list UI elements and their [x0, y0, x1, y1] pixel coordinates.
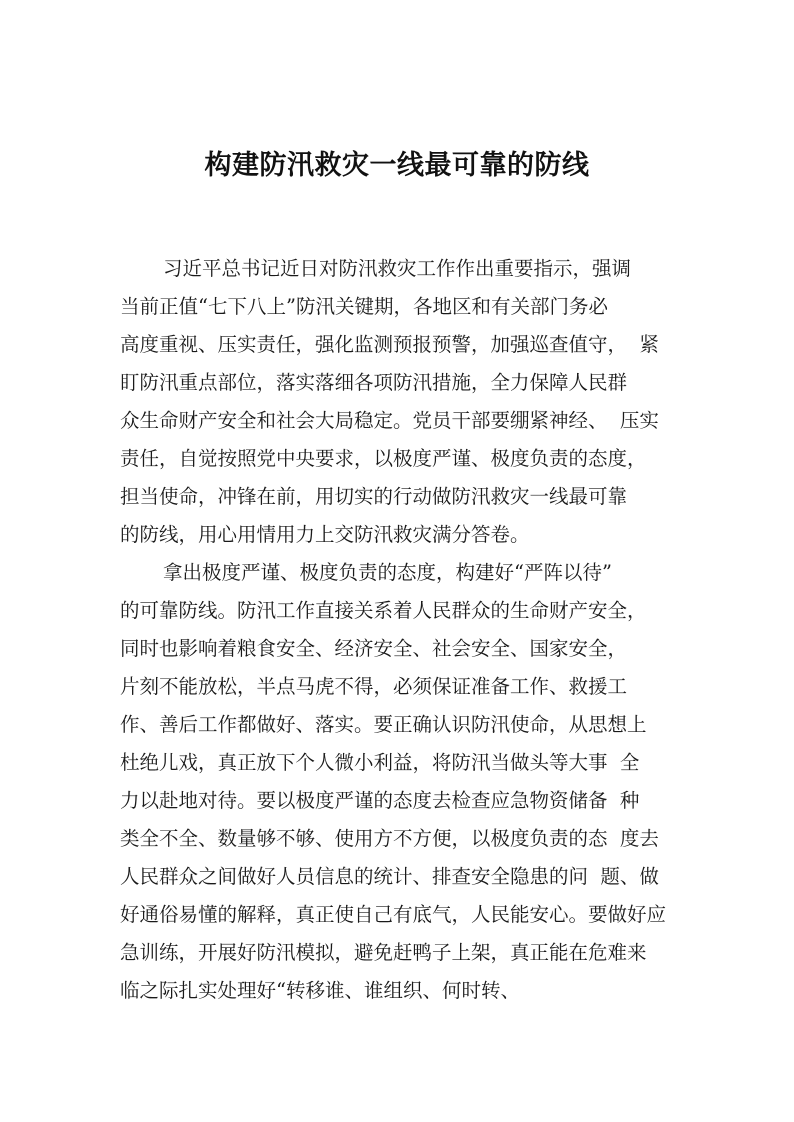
paragraph-2-line-10: 好通俗易懂的解释，真正使自己有底气，人民能安心。要做好应: [120, 903, 667, 926]
paragraph-2-line-2: 的可靠防线。防汛工作直接关系着人民群众的生命财产安全，: [120, 599, 647, 622]
paragraph-1-line-8: 的防线，用心用情用力上交防汛救灾满分答卷。: [120, 523, 530, 546]
paragraph-1-line-4: 盯防汛重点部位，落实落细各项防汛措施，全力保障人民群: [120, 371, 628, 394]
paragraph-2-line-5: 作、善后工作都做好、落实。要正确认识防汛使命，从思想上: [120, 713, 647, 736]
paragraph-1-line-6: 责任，自觉按照党中央要求，以极度严谨、极度负责的态度，: [120, 447, 647, 470]
paragraph-2-line-8: 类全不全、数量够不够、使用方不方便，以极度负责的态 度去: [120, 827, 659, 850]
paragraph-2-line-6: 杜绝儿戏，真正放下个人微小利益，将防汛当做头等大事 全: [120, 751, 640, 774]
paragraph-2-line-7: 力以赴地对待。要以极度严谨的态度去检查应急物资储备 种: [120, 789, 640, 812]
paragraph-1-line-1: 习近平总书记近日对防汛救灾工作作出重要指示，强调: [163, 257, 632, 280]
paragraph-1-line-5: 众生命财产安全和社会大局稳定。党员干部要绷紧神经、 压实: [120, 409, 659, 432]
paragraph-2-line-1: 拿出极度严谨、极度负责的态度，构建好“严阵以待”: [163, 561, 612, 584]
paragraph-2-line-3: 同时也影响着粮食安全、经济安全、社会安全、国家安全，: [120, 637, 628, 660]
paragraph-2-line-4: 片刻不能放松，半点马虎不得，必须保证准备工作、救援工: [120, 675, 628, 698]
paragraph-2-line-11: 急训练，开展好防汛模拟，避免赶鸭子上架，真正能在危难来: [120, 941, 647, 964]
paragraph-1-line-7: 担当使命，冲锋在前，用切实的行动做防汛救灾一线最可靠: [120, 485, 628, 508]
paragraph-1-line-2: 当前正值“七下八上”防汛关键期，各地区和有关部门务必: [120, 295, 608, 318]
document-title: 构建防汛救灾一线最可靠的防线: [204, 150, 590, 181]
paragraph-2-line-9: 人民群众之间做好人员信息的统计、排查安全隐患的问 题、做: [120, 865, 659, 888]
paragraph-2-line-12: 临之际扎实处理好“转移谁、谁组织、何时转、: [120, 979, 520, 1002]
paragraph-1-line-3: 高度重视、压实责任，强化监测预报预警，加强巡查值守， 紧: [120, 333, 659, 356]
